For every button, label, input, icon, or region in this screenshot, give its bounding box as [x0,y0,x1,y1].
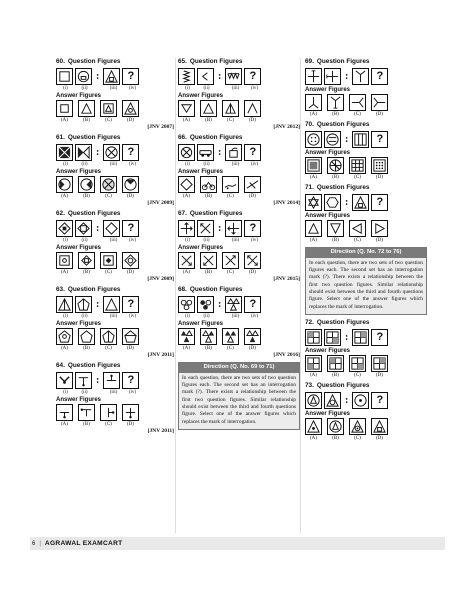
three-circles-filled-icon [197,296,214,313]
question-labels: (i) (ii) (iii) (iv) [63,162,137,167]
question-67 [178,210,300,282]
question-mark-box: ? [244,144,261,161]
star-of-david-icon [305,194,322,211]
circle-cross-icon [103,144,120,161]
question-header [305,319,427,328]
answer-option-a[interactable] [178,252,195,269]
direction-box [178,362,300,430]
answer-option-c[interactable] [349,418,366,435]
question-figures-title: Question Figures [67,134,121,141]
question-mark-box: ? [122,220,139,237]
question-number: 62. [56,210,65,217]
column-middle [178,58,300,430]
x-arrows-icon [197,220,214,237]
cross-branches-icon [305,68,322,85]
answer-option-a[interactable] [305,94,322,111]
car-icon [197,144,214,161]
answer-labels: (A) (B) (C) (D) [183,118,256,123]
exam-year-tag: [JNV 2009] [147,200,174,206]
triangle-square-icon [352,194,369,211]
answer-figures-row [178,100,300,117]
question-number: 65. [178,58,187,65]
answer-option-d[interactable] [122,328,139,345]
question-65 [178,58,300,130]
question-60 [56,58,174,130]
question-73 [305,382,427,441]
cross-branches-icon [324,68,341,85]
triangle-icon [103,296,120,313]
answer-labels: (A) (B) (C) (D) [61,270,134,275]
question-figures-row: : ? [56,144,174,161]
answer-option-b[interactable] [78,404,95,421]
question-number: 70. [305,121,314,128]
question-figures-row: : ? [305,392,427,409]
exam-year-tag: [JNV 2014] [273,200,300,206]
answer-option-a[interactable] [56,176,73,193]
exam-year-tag: [JNV 2016] [273,352,300,358]
answer-labels: (A) (B) (C) (D) [61,422,134,427]
answer-option-d[interactable] [371,220,388,237]
answer-figures-title: Answer Figures [56,397,102,403]
question-mark-box: ? [371,329,388,346]
question-figures-row: : ? [305,131,427,148]
answer-figures-title: Answer Figures [178,93,224,99]
question-number: 72. [305,318,314,326]
triangle-lines-icon [56,296,73,313]
grid-icon [305,329,322,346]
question-labels: (i) (ii) (iii) (iv) [63,390,137,395]
answer-figures-title: Answer Figures [56,321,102,327]
question-68 [178,286,300,358]
triangles-row-icon [225,68,242,85]
answer-option-c[interactable] [222,328,239,345]
question-header [305,58,427,67]
question-number: 63. [56,286,65,293]
direction-box [305,247,427,315]
answer-figures-row [305,94,427,111]
question-figures-title: Question Figures [67,286,121,293]
answer-option-d[interactable] [122,252,139,269]
question-figures-row: : ? [305,194,427,211]
answer-figures-title: Answer Figures [305,410,351,417]
question-figures-row: : ? [56,296,174,313]
question-figures-title: Question Figures [67,362,121,369]
circle-dots-icon [305,131,322,148]
answer-option-a[interactable] [178,100,195,117]
question-figures-title: Question Figures [316,318,370,326]
wheel-icon [178,144,195,161]
question-mark-box: ? [371,194,388,211]
answer-option-a[interactable] [178,328,195,345]
column-left [56,58,174,438]
answer-labels: (A) (B) (C) (D) [183,270,256,275]
answer-figures-title: Answer Figures [305,347,351,354]
answer-figures-title: Answer Figures [305,150,351,156]
question-70 [305,121,427,180]
question-71 [305,184,427,243]
answer-option-d[interactable] [371,355,388,372]
direction-title: Direction (Q. No. 72 to 76) [306,248,426,258]
question-figures-title: Question Figures [316,381,370,389]
answer-option-d[interactable] [371,418,388,435]
question-72 [305,319,427,378]
question-header [56,210,174,219]
plus-arrows-icon [178,220,195,237]
question-number: 60. [56,58,65,65]
answer-option-c[interactable] [349,355,366,372]
question-header [178,134,300,143]
answer-option-a[interactable] [178,176,195,193]
answer-figures-title: Answer Figures [305,213,351,219]
question-header [178,210,300,219]
answer-option-b[interactable] [327,355,344,372]
answer-figures-title: Answer Figures [178,245,224,251]
answer-figures-title: Answer Figures [56,245,102,251]
question-63 [56,286,174,358]
answer-figures-row [178,176,300,193]
answer-figures-row [305,220,427,237]
question-61 [56,134,174,206]
answer-option-a[interactable] [56,100,73,117]
answer-figures-row [56,328,174,345]
answer-option-d[interactable] [371,157,388,174]
circle-lines-icon [324,131,341,148]
diamond-icon [103,220,120,237]
answer-option-c[interactable] [349,157,366,174]
answer-labels: (A) (B) (C) (D) [310,175,383,180]
answer-figures-row [305,157,427,174]
diamond-square-icon [56,220,73,237]
question-labels: (i) (ii) (iii) (iv) [185,162,259,167]
answer-option-c[interactable] [222,176,239,193]
answer-option-c[interactable] [100,176,117,193]
question-labels: (i) (ii) (iii) (iv) [63,238,137,243]
question-mark-box: ? [371,131,388,148]
question-header [56,362,174,371]
answer-option-d[interactable] [244,252,261,269]
square-grid-icon [352,131,369,148]
question-number: 61. [56,134,65,141]
answer-labels: (A) (B) (C) (D) [61,194,134,199]
answer-option-c[interactable] [100,328,117,345]
question-mark-box: ? [371,392,388,409]
answer-figures-title: Answer Figures [56,93,102,99]
answer-labels: (A) (B) (C) (D) [61,118,134,123]
arrow-shape-icon [103,372,120,389]
question-figures-row: : ? [178,144,300,161]
answer-option-a[interactable] [305,220,322,237]
circle-square-icon [75,68,92,85]
question-mark-box: ? [371,68,388,85]
grid-icon [352,329,369,346]
brand-logo: AGRAWAL EXAMCART [44,540,123,547]
chevron-left-icon [197,68,214,85]
square-inner-square-icon [56,68,73,85]
answer-option-d[interactable] [122,404,139,421]
question-figures-title: Question Figures [67,210,121,217]
grid-icon [324,329,341,346]
answer-figures-row [178,252,300,269]
question-figures-row: : ? [178,220,300,237]
circle-dot-icon [352,392,369,409]
filled-square-icon [56,144,73,161]
answer-option-a[interactable] [305,355,322,372]
question-mark-box: ? [244,296,261,313]
question-header [305,121,427,130]
diamond-square-icon [75,220,92,237]
triangle-icon [103,68,120,85]
question-64 [56,362,174,434]
question-66 [178,134,300,206]
question-mark-box: ? [122,296,139,313]
question-62 [56,210,174,282]
exam-year-tag: [JNV 2012] [273,124,300,130]
answer-option-b[interactable] [200,176,217,193]
ratio-colon: : [96,71,100,82]
answer-figures-row [305,418,427,435]
answer-option-c[interactable] [222,100,239,117]
question-labels: (i) (ii) (iii) (iv) [185,238,259,243]
answer-option-c[interactable] [222,252,239,269]
answer-figures-title: Answer Figures [305,87,351,93]
exam-year-tag: [JNV 2011] [147,352,174,358]
answer-option-a[interactable] [305,418,322,435]
question-mark-box: ? [122,372,139,389]
answer-option-a[interactable] [56,404,73,421]
question-figures-title: Question Figures [316,184,370,191]
zigzag-icon [178,68,195,85]
answer-labels: (A) (B) (C) (D) [183,346,256,351]
answer-option-a[interactable] [56,252,73,269]
question-figures-title: Question Figures [316,121,370,128]
answer-labels: (A) (B) (C) (D) [310,435,383,441]
answer-option-d[interactable] [244,176,261,193]
question-figures-row [56,68,174,85]
question-header [178,58,300,67]
answer-option-d[interactable] [122,100,139,117]
question-figures-row: : ? [56,372,174,389]
answer-option-b[interactable] [200,100,217,117]
answer-figures-title: Answer Figures [178,169,224,175]
question-header [178,286,300,295]
question-mark-box: ? [244,220,261,237]
column-divider [300,58,301,533]
answer-option-c[interactable] [349,94,366,111]
question-figures-row: : ? [305,329,427,346]
exam-year-tag: [JNV 2009] [147,276,174,282]
direction-text: In each question, there are two sets of two question figures each. The second set has an interrogation mark (?). There exists a relationship between the first two question figures. Similar relationship should exist between the third and fourth questions figure. Select one of the answer figures which replaces the mark of interrogation. [309,259,423,310]
page-footer [30,537,445,550]
direction-text: In each question, there are two sets of two question figures each. The second set has an interrogation mark (?). There exists a relationship between the first two question figures. Similar relationship should exist between the third and fourth questions figure. Select one of the answer figures which replaces the mark of interrogation. [182,374,296,425]
exam-year-tag: [JNV 2015] [273,276,300,282]
answer-labels: (A) (B) (C) (D) [183,194,256,199]
bowtie-icon [75,144,92,161]
answer-figures-row [56,100,174,117]
question-figures-title: Question Figures [189,58,243,65]
exam-year-tag: [JNV 2011] [147,428,174,434]
question-header [305,184,427,193]
answer-option-b[interactable] [78,176,95,193]
answer-figures-row [305,355,427,372]
plus-arrows-icon [225,220,242,237]
circle-a-icon [305,392,322,409]
question-figures-row: : ? [305,68,427,85]
question-header [56,286,174,295]
answer-option-a[interactable] [305,157,322,174]
question-number: 67. [178,210,187,217]
t-shape-icon [75,372,92,389]
answer-option-b[interactable] [327,418,344,435]
answer-option-b[interactable] [327,157,344,174]
exam-year-tag: [JNV 2007] [147,124,174,130]
answer-option-b[interactable] [78,328,95,345]
answer-figures-row [178,328,300,345]
answer-option-b[interactable] [78,100,95,117]
question-labels: (i) (ii) (iii) (iv) [63,86,137,91]
question-69 [305,58,427,117]
column-right [305,58,427,445]
answer-figures-row [56,176,174,193]
answer-option-b[interactable] [327,220,344,237]
question-figures-title: Question Figures [189,286,243,293]
question-number: 73. [305,381,314,389]
question-figures-row: : ? [56,220,174,237]
answer-option-d[interactable] [244,328,261,345]
direction-title: Direction (Q. No. 69 to 71) [179,363,299,373]
question-figures-row: : ? [178,296,300,313]
question-number: 64. [56,362,65,369]
answer-option-a[interactable] [56,328,73,345]
question-header [56,58,174,67]
answer-labels: (A) (B) (C) (D) [310,372,383,378]
answer-labels: (A) (B) (C) (D) [310,112,383,117]
answer-figures-row [56,252,174,269]
question-number: 68. [178,286,187,293]
question-figures-title: Question Figures [189,210,243,217]
answer-option-c[interactable] [100,100,117,117]
hexagon-icon [324,194,341,211]
question-number: 71. [305,184,314,191]
answer-option-b[interactable] [200,252,217,269]
answer-option-c[interactable] [349,220,366,237]
question-mark-box: ? [244,68,261,85]
question-figures-title: Question Figures [189,134,243,141]
answer-figures-title: Answer Figures [56,169,102,175]
y-shape-icon [56,372,73,389]
answer-figures-title: Answer Figures [178,321,224,327]
triangle-circle-icon [324,392,341,409]
y-branches-icon [352,68,369,85]
answer-option-b[interactable] [327,94,344,111]
pump-icon [225,144,242,161]
question-labels: (i) (ii) (iii) (iv) [185,314,259,319]
answer-option-b[interactable] [78,252,95,269]
pentagon-icon [75,296,92,313]
question-labels: (i) (ii) (iii) (iv) [185,86,259,91]
question-number: 69. [305,58,314,65]
answer-option-c[interactable] [100,404,117,421]
question-figures-title: Question Figures [316,58,370,65]
question-figures-row: : ? [178,68,300,85]
answer-option-c[interactable] [100,252,117,269]
question-mark-box: ? [122,144,139,161]
three-triangles-icon [225,296,242,313]
question-mark-box: ? [122,68,139,85]
footer-separator: | [39,540,41,547]
answer-option-d[interactable] [371,94,388,111]
question-labels: (i) (ii) (iii) (iv) [63,314,137,319]
answer-option-b[interactable] [200,328,217,345]
question-number: 66. [178,134,187,141]
answer-labels: (A) (B) (C) (D) [310,238,383,243]
answer-figures-row [56,404,174,421]
answer-option-d[interactable] [122,176,139,193]
page-number: 6 [32,540,36,547]
three-circles-icon [178,296,195,313]
question-header [56,134,174,143]
question-figures-title: Question Figures [67,58,121,65]
column-divider [175,58,176,533]
question-header [305,382,427,391]
answer-labels: (A) (B) (C) (D) [61,346,134,351]
answer-option-d[interactable] [244,100,261,117]
